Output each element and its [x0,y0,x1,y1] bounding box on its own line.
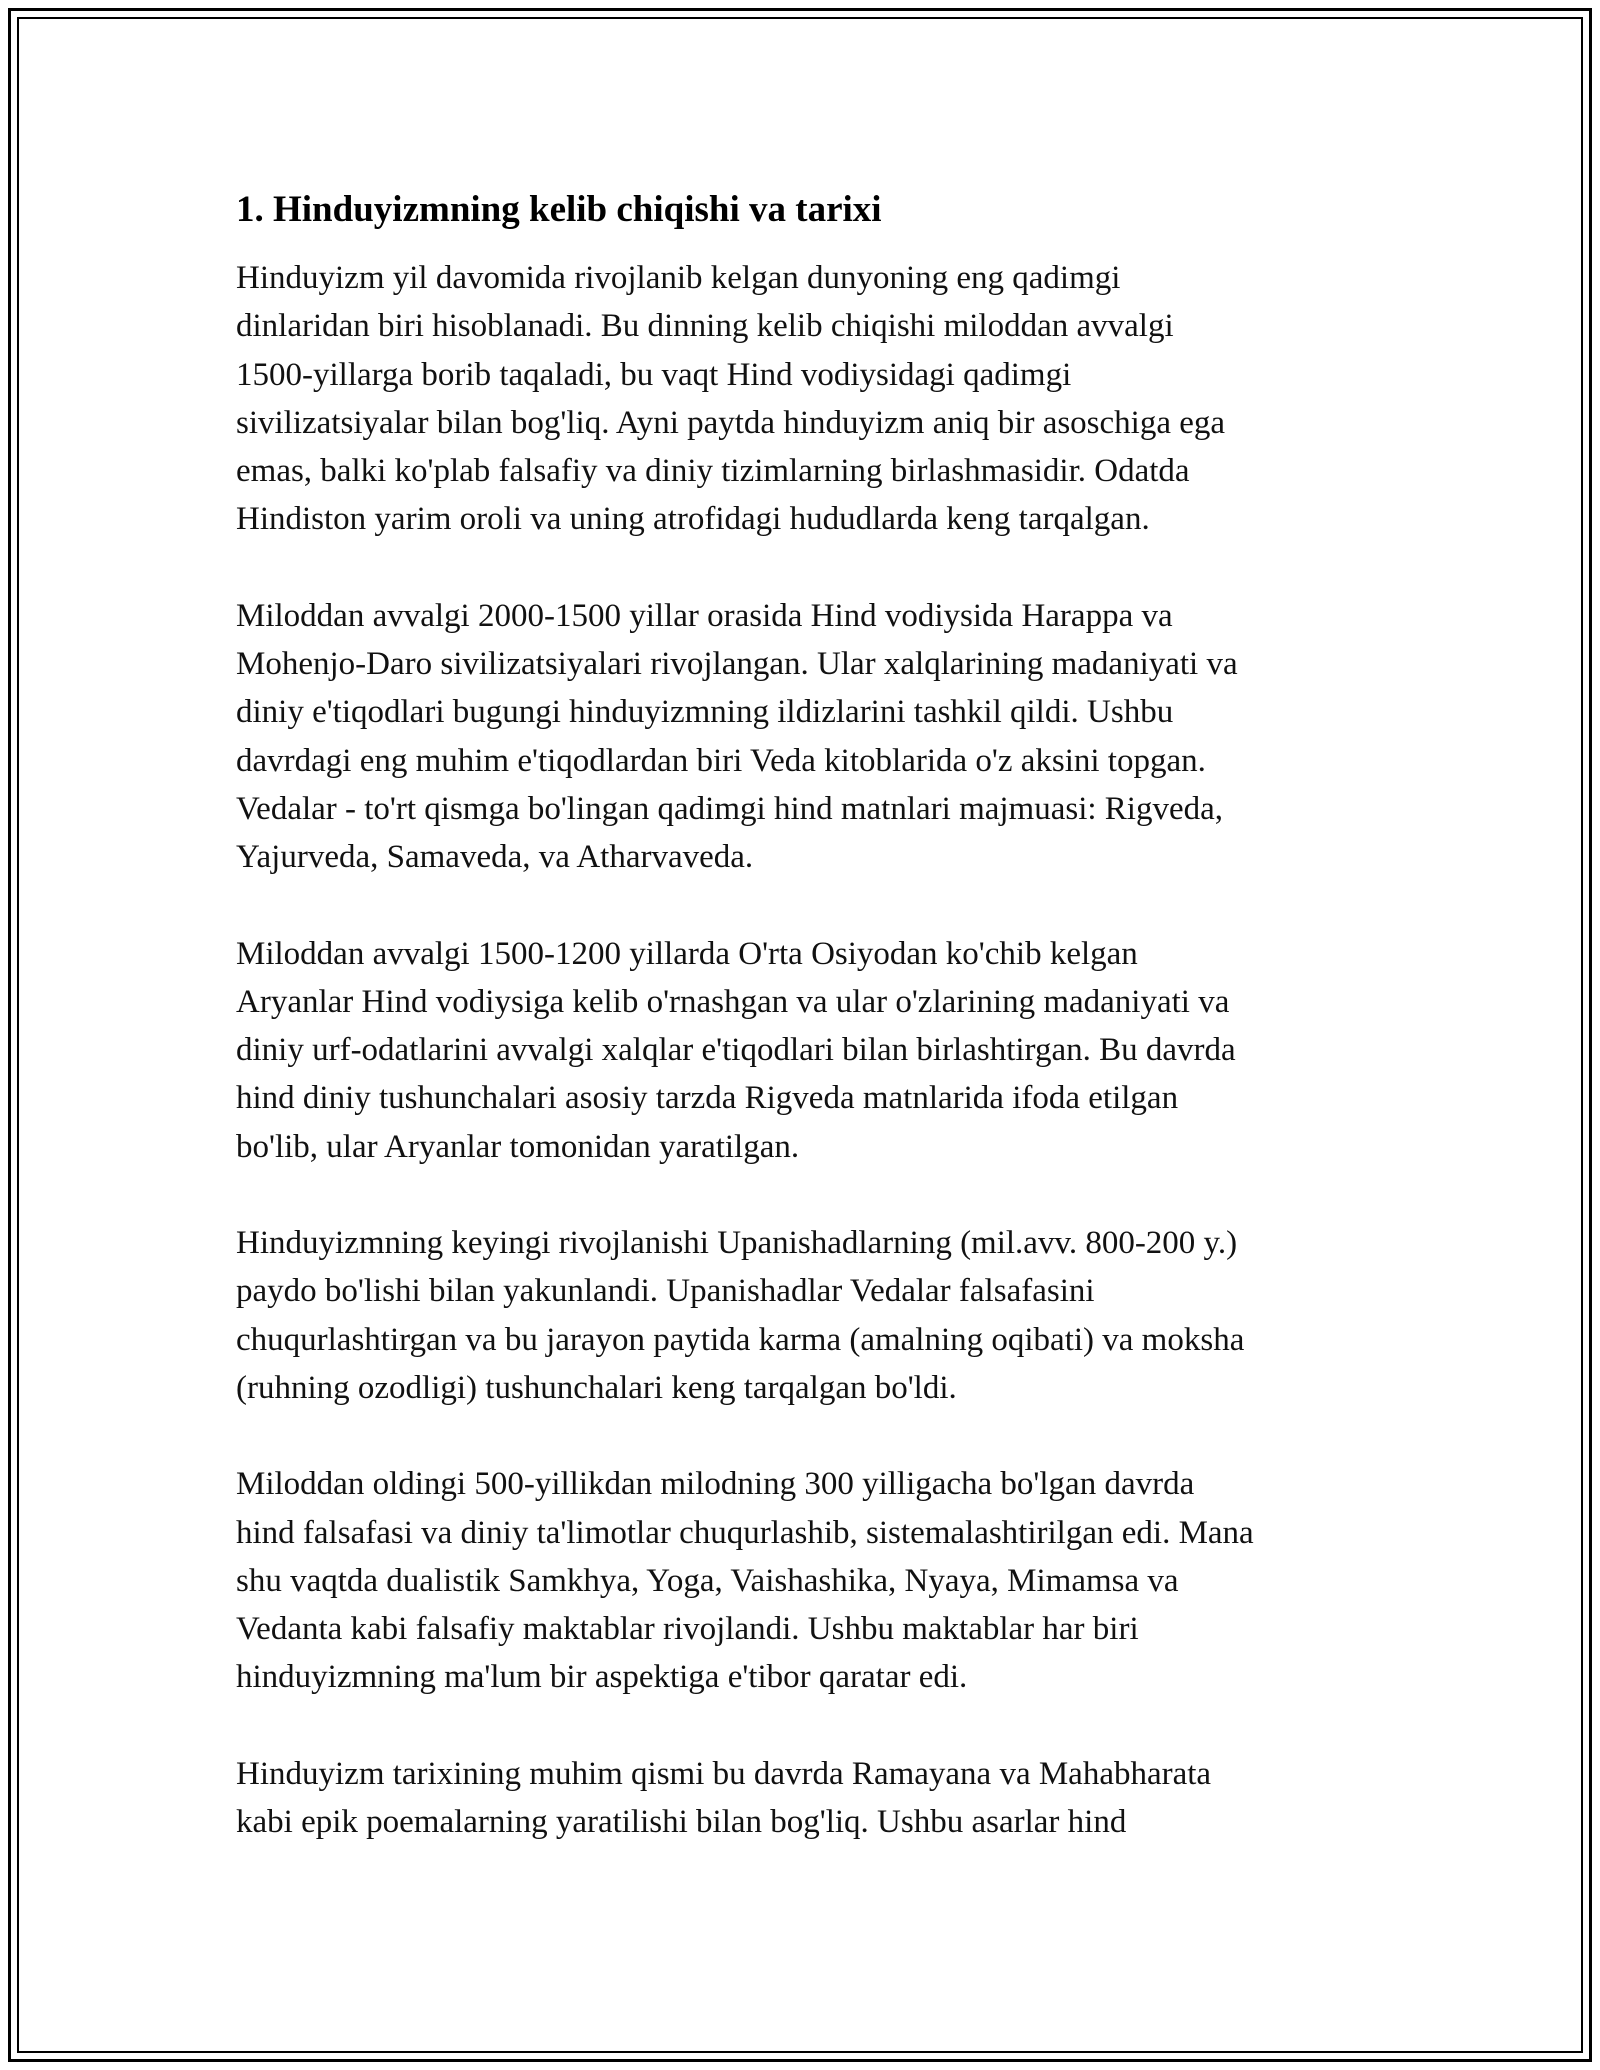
paragraph-line: diniy e'tiqodlari bugungi hinduyizmning ildizlarini tashkil qildi. Ushbu [236,694,1174,731]
paragraph-line: kabi epik poemalarning yaratilishi bilan bog'liq. Ushbu asarlar hind [236,1804,1127,1841]
paragraph-line: Vedanta kabi falsafiy maktablar rivojlandi. Ushbu maktablar har biri [236,1611,1139,1648]
paragraph-line: Mohenjo-Daro sivilizatsiyalari rivojlangan. Ular xalqlarining madaniyati va [236,646,1238,683]
paragraph-line: Hindiston yarim oroli va uning atrofidagi hududlarda keng tarqalgan. [236,501,1150,538]
paragraph-line: sivilizatsiyalar bilan bog'liq. Ayni paytda hinduyizm aniq bir asoschiga ega [236,404,1226,441]
paragraph-line: dinlaridan biri hisoblanadi. Bu dinning kelib chiqishi miloddan avvalgi [236,308,1174,345]
paragraph-line: Miloddan avvalgi 2000-1500 yillar orasida Hind vodiysida Harappa va [236,597,1173,634]
paragraph-line: Aryanlar Hind vodiysiga kelib o'rnashgan va ular o'zlarining madaniyati va [236,983,1230,1020]
paragraph-line: paydo bo'lishi bilan yakunlandi. Upanishadlar Vedalar falsafasini [236,1273,1095,1310]
paragraph-line: bo'lib, ular Aryanlar tomonidan yaratilgan. [236,1128,800,1165]
paragraph-4 [236,1219,1376,1412]
paragraph-line: emas, balki ko'plab falsafiy va diniy tizimlarning birlashmasidir. Odatda [236,453,1190,490]
paragraph-line: hind falsafasi va diniy ta'limotlar chuqurlashib, sistemalashtirilgan edi. Mana [236,1514,1254,1551]
paragraph-line: 1500-yillarga borib taqaladi, bu vaqt Hind vodiysidagi qadimgi [236,356,1072,393]
paragraph-line: davrdagi eng muhim e'tiqodlardan biri Veda kitoblarida o'z aksini topgan. [236,742,1206,779]
section-heading: 1. Hinduyizmning kelib chiqishi va tarixi [236,189,882,230]
paragraph-line: Yajurveda, Samaveda, va Atharvaveda. [236,839,754,876]
paragraph-5 [236,1460,1376,1701]
paragraph-line: hind diniy tushunchalari asosiy tarzda Rigveda matnlarida ifoda etilgan [236,1080,1179,1117]
paragraph-line: diniy urf-odatlarini avvalgi xalqlar e'tiqodlari bilan birlashtirgan. Bu davrda [236,1032,1236,1069]
document-body [236,186,1376,1894]
paragraph-line: chuqurlashtirgan va bu jarayon paytida karma (amalning oqibati) va moksha [236,1321,1245,1358]
paragraph-line: Vedalar - to'rt qismga bo'lingan qadimgi hind matnlari majmuasi: Rigveda, [236,790,1224,827]
paragraph-line: hinduyizmning ma'lum bir aspektiga e'tibor qaratar edi. [236,1659,968,1696]
paragraph-line: Miloddan avvalgi 1500-1200 yillarda O'rta Osiyodan ko'chib kelgan [236,935,1138,972]
paragraph-2 [236,592,1376,882]
paragraph-line: (ruhning ozodligi) tushunchalari keng tarqalgan bo'ldi. [236,1369,957,1406]
paragraph-1 [236,254,1376,544]
paragraph-3 [236,930,1376,1171]
paragraph-line: Hinduyizm tarixining muhim qismi bu davrda Ramayana va Mahabharata [236,1755,1212,1792]
paragraph-line: Hinduyizm yil davomida rivojlanib kelgan dunyoning eng qadimgi [236,260,1121,296]
paragraph-6 [236,1750,1376,1847]
paragraph-line: shu vaqtda dualistik Samkhya, Yoga, Vaishashika, Nyaya, Mimamsa va [236,1562,1179,1599]
paragraph-line: Miloddan oldingi 500-yillikdan milodning 300 yilligacha bo'lgan davrda [236,1466,1195,1503]
paragraph-line: Hinduyizmning keyingi rivojlanishi Upanishadlarning (mil.avv. 800-200 y.) [236,1225,1238,1262]
